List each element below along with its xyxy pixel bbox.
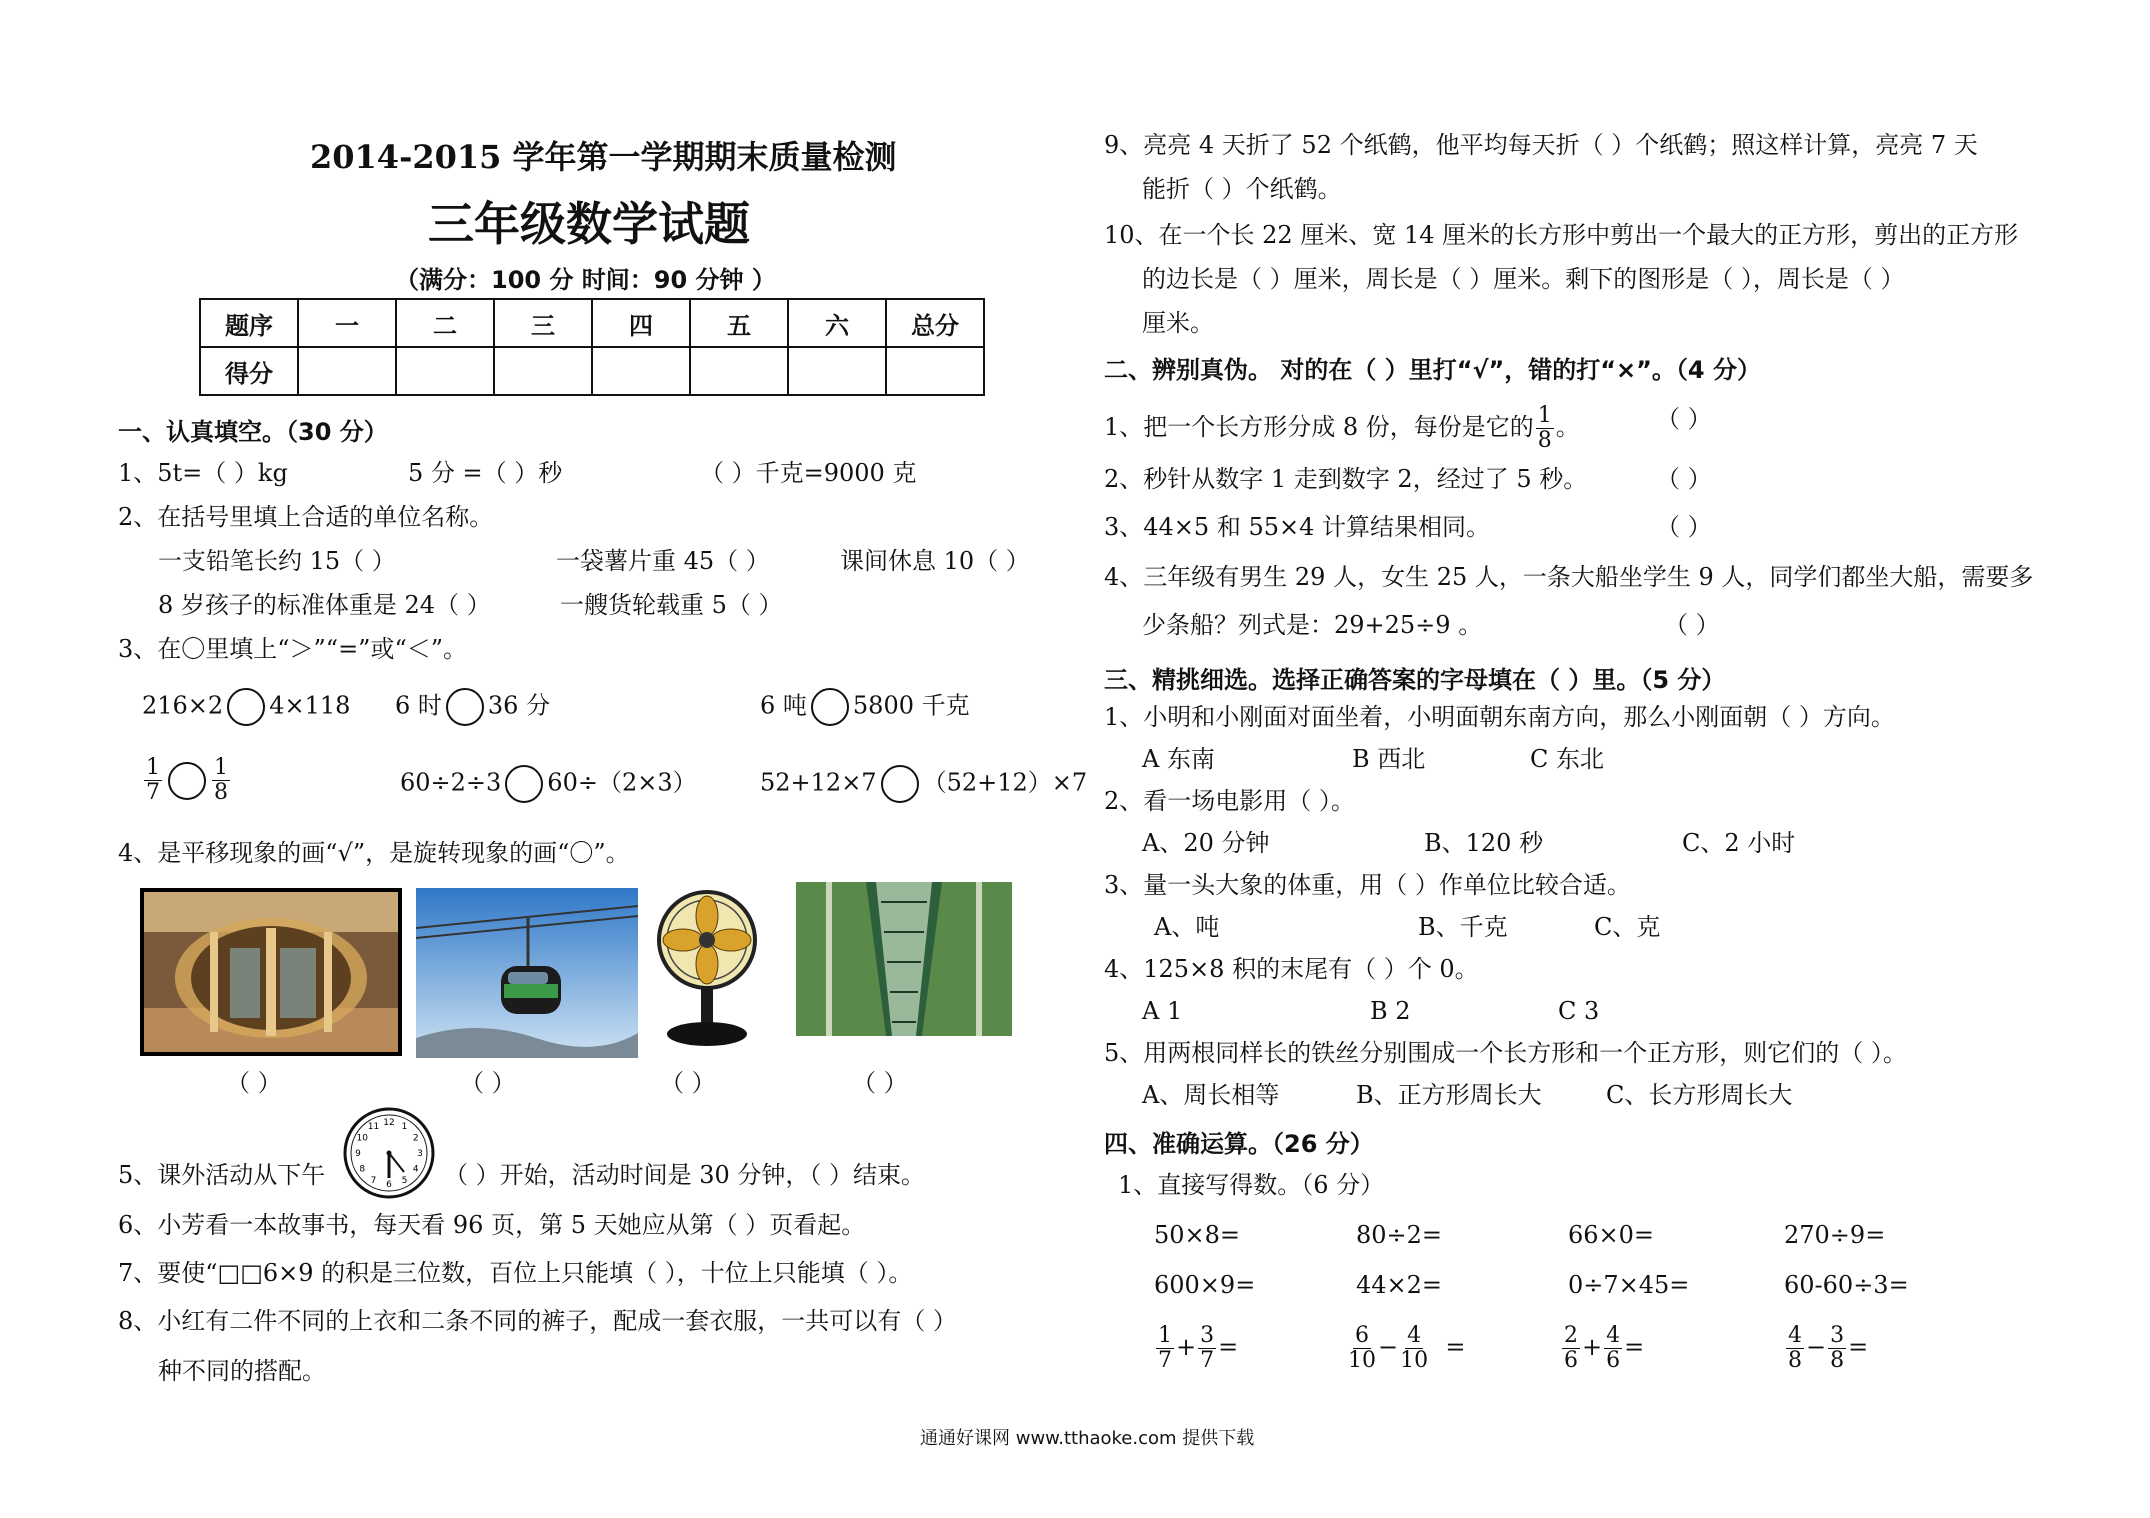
- equals: =: [1848, 1333, 1869, 1361]
- score-header-cell: 一: [298, 299, 396, 347]
- judge-2-paren[interactable]: （ ）: [1656, 465, 1712, 493]
- q2-d: 8 岁孩子的标准体重是 24（ ）: [158, 591, 491, 619]
- fraction: [1786, 1324, 1804, 1373]
- score-header-cell: 题序: [200, 299, 298, 347]
- numerator: 1: [146, 755, 160, 780]
- numerator: 2: [1564, 1323, 1578, 1348]
- q3-right: 5800 千克: [852, 691, 970, 720]
- judge-3: 3、44×5 和 55×4 计算结果相同。: [1104, 513, 1490, 541]
- numerator: 4: [1788, 1323, 1802, 1348]
- operator: +: [1176, 1333, 1197, 1361]
- q3-compare-1: [142, 688, 350, 726]
- section2-title: 二、辨别真伪。 对的在（ ）里打“√”，错的打“×”。（4 分）: [1104, 356, 1761, 384]
- score-header-cell: 总分: [886, 299, 984, 347]
- fraction: [144, 756, 162, 805]
- q3-right: 60÷（2×3）: [547, 768, 697, 797]
- score-cell[interactable]: [788, 347, 886, 395]
- exam-title-line1: 2014-2015 学年第一学期期末质量检测: [310, 138, 897, 176]
- choice-4-a[interactable]: A 1: [1142, 997, 1183, 1025]
- denominator: 6: [1606, 1348, 1621, 1373]
- choice-4: 4、125×8 积的末尾有（ ）个 0。: [1104, 955, 1479, 983]
- numerator: 4: [1407, 1323, 1422, 1348]
- q5-prefix: 5、课外活动从下午: [118, 1161, 326, 1189]
- q9-cont: 能折（ ）个纸鹤。: [1142, 175, 1342, 203]
- compare-circle[interactable]: [446, 688, 484, 726]
- fan-image: [655, 880, 759, 1052]
- score-header-cell: 五: [690, 299, 788, 347]
- compare-circle[interactable]: [227, 688, 265, 726]
- numerator: 3: [1200, 1323, 1215, 1348]
- q1-part-c: （ ）千克=9000 克: [700, 459, 917, 487]
- q2-e: 一艘货轮载重 5（ ）: [560, 591, 783, 619]
- denominator: 7: [1158, 1348, 1172, 1373]
- q3-compare-3: [760, 688, 970, 726]
- choice-3: 3、量一头大象的体重，用（ ）作单位比较合适。: [1104, 871, 1631, 899]
- answer-paren-2[interactable]: （ ）: [460, 1069, 516, 1097]
- fraction: [1604, 1324, 1622, 1373]
- fraction-calc-4: [1784, 1324, 1868, 1373]
- q6: 6、小芳看一本故事书，每天看 96 页，第 5 天她应从第（ ）页看起。: [118, 1211, 866, 1239]
- score-cell[interactable]: [298, 347, 396, 395]
- q10-cont: 的边长是（ ）厘米，周长是（ ）厘米。剩下的图形是（ ），周长是（ ）: [1142, 265, 1905, 293]
- fraction: [1400, 1324, 1428, 1373]
- q5-rest: （ ）开始，活动时间是 30 分钟，（ ）结束。: [444, 1161, 926, 1189]
- judge-4-cont: 少条船？列式是：29+25÷9 。: [1142, 611, 1483, 639]
- clock-numeral: 1: [401, 1122, 408, 1133]
- fraction-calc-3: [1560, 1324, 1644, 1373]
- q9: 9、亮亮 4 天折了 52 个纸鹤，他平均每天折（ ）个纸鹤；照这样计算，亮亮 7 天: [1104, 131, 1978, 159]
- clock-numeral: 4: [412, 1164, 419, 1175]
- clock-numeral: 10: [356, 1133, 368, 1144]
- score-cell[interactable]: [592, 347, 690, 395]
- judge-1: [1104, 404, 1580, 453]
- denominator: 8: [1830, 1348, 1845, 1373]
- q3-left: 216×2: [142, 691, 224, 720]
- clock-numeral: 5: [401, 1175, 408, 1186]
- score-header-cell: 二: [396, 299, 494, 347]
- page-footer: 通通好课网 www.tthaoke.com 提供下载: [920, 1428, 1255, 1449]
- choice-5-c[interactable]: C、长方形周长大: [1606, 1081, 1793, 1109]
- compare-circle[interactable]: [881, 765, 919, 803]
- q3-compare-5: [400, 765, 697, 803]
- clock-numeral: 2: [412, 1133, 419, 1144]
- q3-compare-6: [760, 765, 1087, 803]
- section4-title: 四、准确运算。（26 分）: [1104, 1130, 1374, 1158]
- judge-2: 2、秒针从数字 1 走到数字 2，经过了 5 秒。: [1104, 465, 1588, 493]
- denominator: 7: [146, 780, 160, 805]
- choice-4-c[interactable]: C 3: [1558, 997, 1600, 1025]
- operator: +: [1582, 1333, 1603, 1361]
- score-header-cell: 六: [788, 299, 886, 347]
- judge-1-end: 。: [1555, 413, 1580, 441]
- choice-1-c[interactable]: C 东北: [1530, 745, 1604, 773]
- q3-left: 60÷2÷3: [400, 768, 502, 797]
- exam-meta: （满分：100 分 时间：90 分钟 ）: [395, 266, 776, 294]
- judge-4: 4、三年级有男生 29 人，女生 25 人，一条大船坐学生 9 人，同学们都坐大船，需要多: [1104, 563, 2034, 591]
- calc-item: 60-60÷3=: [1784, 1271, 1909, 1299]
- score-table: [199, 298, 985, 396]
- section1-title: 一、认真填空。（30 分）: [118, 418, 388, 446]
- q3-left: 52+12×7: [760, 768, 877, 797]
- q1-part-a: 1、5t=（ ）kg: [118, 459, 288, 487]
- judge-1-text: 1、把一个长方形分成 8 份，每份是它的: [1104, 413, 1534, 441]
- equals: =: [1218, 1333, 1239, 1361]
- q1-part-b: 5 分 =（ ）秒: [408, 459, 563, 487]
- choice-5: 5、用两根同样长的铁丝分别围成一个长方形和一个正方形，则它们的（ ）。: [1104, 1039, 1907, 1067]
- fraction: [212, 756, 230, 805]
- clock-numeral: 11: [367, 1122, 380, 1133]
- q10: 10、在一个长 22 厘米、宽 14 厘米的长方形中剪出一个最大的正方形，剪出的正方形: [1104, 221, 2019, 249]
- choice-1: 1、小明和小刚面对面坐着，小明面朝东南方向，那么小刚面朝（ ）方向。: [1104, 703, 1895, 731]
- fraction: [1828, 1324, 1846, 1373]
- q3-left: 6 时: [395, 691, 442, 720]
- judge-3-paren[interactable]: （ ）: [1656, 513, 1712, 541]
- oral-calc-title: 1、直接写得数。（6 分）: [1118, 1171, 1385, 1199]
- clock-numeral: 3: [417, 1149, 423, 1159]
- q3-right: （52+12）×7: [922, 768, 1088, 797]
- operator: −: [1806, 1333, 1827, 1361]
- answer-paren-4[interactable]: （ ）: [852, 1069, 908, 1097]
- score-cell[interactable]: [886, 347, 984, 395]
- calc-item: 44×2=: [1356, 1271, 1443, 1299]
- q2-c: 课间休息 10（ ）: [840, 547, 1030, 575]
- denominator: 6: [1564, 1348, 1578, 1373]
- q3-right: 4×118: [269, 691, 351, 720]
- answer-paren-1[interactable]: （ ）: [226, 1069, 282, 1097]
- q3-right: 36 分: [487, 691, 551, 720]
- clock-numeral: 6: [386, 1180, 392, 1190]
- fraction: [1562, 1324, 1580, 1373]
- fraction-calc-1: [1154, 1324, 1238, 1373]
- denominator: 8: [214, 780, 228, 805]
- denominator: 8: [1537, 428, 1552, 453]
- judge-4-paren[interactable]: （ ）: [1664, 611, 1720, 639]
- choice-2: 2、看一场电影用（ ）。: [1104, 787, 1355, 815]
- exam-title: 三年级数学试题: [428, 197, 750, 251]
- calc-item: 600×9=: [1154, 1271, 1256, 1299]
- fraction: [1156, 1324, 1174, 1373]
- clock-icon: [342, 1106, 436, 1200]
- clock-numeral: 7: [370, 1175, 377, 1186]
- escalator-image: [796, 882, 1012, 1036]
- calc-item: 80÷2=: [1356, 1221, 1443, 1249]
- q2-b: 一袋薯片重 45（ ）: [556, 547, 770, 575]
- q7: 7、要使“□□6×9 的积是三位数，百位上只能填（ ），十位上只能填（ ）。: [118, 1259, 913, 1287]
- q3-left: 6 吨: [760, 691, 807, 720]
- choice-1-b[interactable]: B 西北: [1352, 745, 1426, 773]
- compare-circle[interactable]: [168, 762, 206, 800]
- q8-cont: 种不同的搭配。: [158, 1357, 326, 1385]
- q2: 2、在括号里填上合适的单位名称。: [118, 503, 494, 531]
- q3: 3、在〇里填上“＞”“=”或“＜”。: [118, 635, 467, 663]
- choice-1-a[interactable]: A 东南: [1142, 745, 1215, 773]
- calc-item: 0÷7×45=: [1568, 1271, 1690, 1299]
- score-row-label: 得分: [200, 347, 298, 395]
- q10-cont2: 厘米。: [1142, 309, 1214, 337]
- numerator: 1: [1158, 1323, 1172, 1348]
- denominator: 10: [1400, 1348, 1429, 1373]
- section3-title: 三、精挑细选。选择正确答案的字母填在（ ）里。（5 分）: [1104, 666, 1726, 694]
- calc-item: 66×0=: [1568, 1221, 1655, 1249]
- choice-3-b[interactable]: B、千克: [1418, 913, 1508, 941]
- numerator: 4: [1606, 1323, 1621, 1348]
- choice-5-b[interactable]: B、正方形周长大: [1356, 1081, 1542, 1109]
- choice-2-a[interactable]: A、20 分钟: [1142, 829, 1270, 857]
- choice-2-c[interactable]: C、2 小时: [1682, 829, 1796, 857]
- fraction-calc-2: [1346, 1324, 1465, 1373]
- clock-numeral: 9: [355, 1149, 361, 1159]
- cable-car-image: [416, 888, 638, 1058]
- choice-5-a[interactable]: A、周长相等: [1142, 1081, 1280, 1109]
- q3-compare-2: [395, 688, 550, 726]
- compare-circle[interactable]: [811, 688, 849, 726]
- fraction: [1348, 1324, 1376, 1373]
- choice-3-c[interactable]: C、克: [1594, 913, 1661, 941]
- denominator: 7: [1200, 1348, 1215, 1373]
- numerator: 1: [1537, 403, 1552, 428]
- revolving-door-image: [140, 888, 402, 1056]
- choice-3-a[interactable]: A、吨: [1154, 913, 1220, 941]
- clock-numeral: 8: [359, 1164, 366, 1175]
- score-cell[interactable]: [396, 347, 494, 395]
- clock-numeral: 12: [383, 1118, 395, 1128]
- score-header-cell: 三: [494, 299, 592, 347]
- score-cell[interactable]: [494, 347, 592, 395]
- fraction: [1198, 1324, 1216, 1373]
- q8: 8、小红有二件不同的上衣和二条不同的裤子，配成一套衣服，一共可以有（ ）: [118, 1307, 957, 1335]
- equals: =: [1624, 1333, 1645, 1361]
- compare-circle[interactable]: [505, 765, 543, 803]
- q3-compare-4: [142, 756, 232, 805]
- choice-4-b[interactable]: B 2: [1370, 997, 1411, 1025]
- equals: =: [1445, 1333, 1466, 1361]
- numerator: 6: [1355, 1323, 1369, 1348]
- q4: 4、是平移现象的画“√”，是旋转现象的画“〇”。: [118, 839, 630, 867]
- answer-paren-3[interactable]: （ ）: [660, 1069, 716, 1097]
- calc-item: 270÷9=: [1784, 1221, 1886, 1249]
- denominator: 8: [1788, 1348, 1802, 1373]
- denominator: 10: [1348, 1348, 1376, 1373]
- score-cell[interactable]: [690, 347, 788, 395]
- operator: −: [1378, 1333, 1399, 1361]
- judge-1-paren[interactable]: （ ）: [1656, 405, 1712, 433]
- numerator: 1: [214, 755, 228, 780]
- fraction: [1536, 404, 1554, 453]
- q2-a: 一支铅笔长约 15（ ）: [158, 547, 396, 575]
- calc-item: 50×8=: [1154, 1221, 1241, 1249]
- score-header-cell: 四: [592, 299, 690, 347]
- numerator: 3: [1830, 1323, 1845, 1348]
- choice-2-b[interactable]: B、120 秒: [1424, 829, 1544, 857]
